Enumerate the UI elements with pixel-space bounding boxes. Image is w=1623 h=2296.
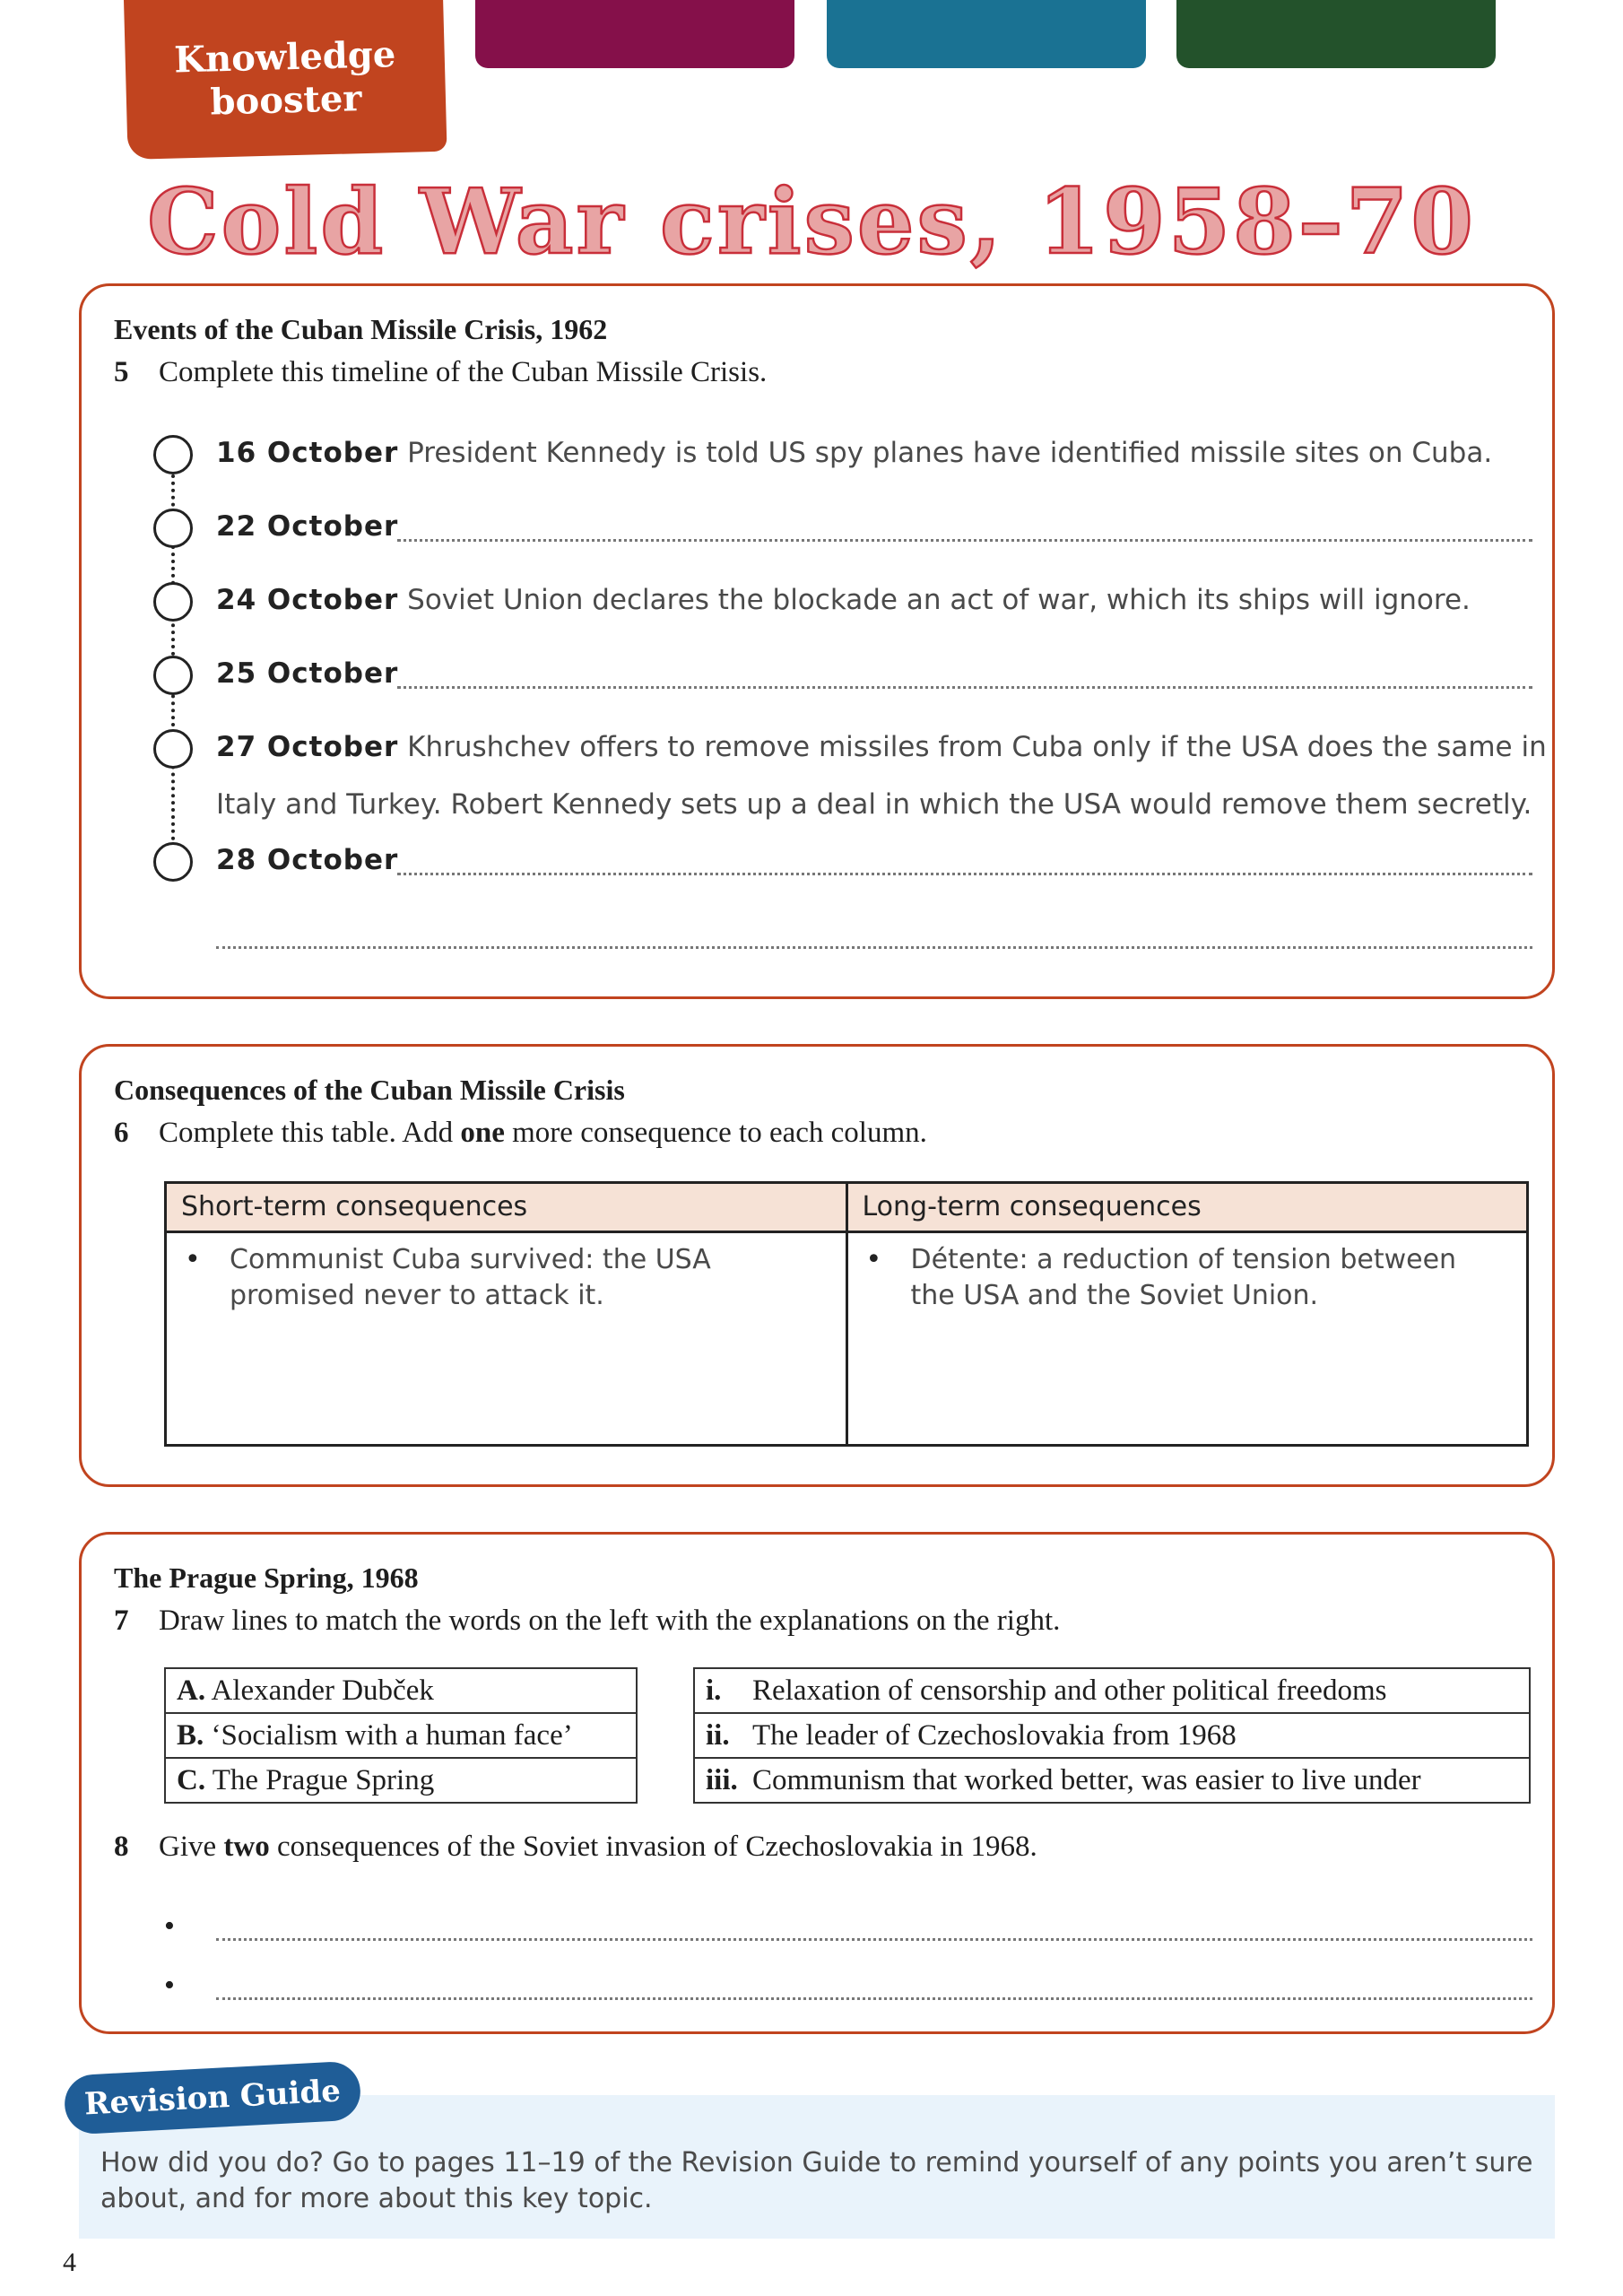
section-title: The Prague Spring, 1968 — [114, 1561, 419, 1594]
page-title: Cold War crises, 1958–70 — [147, 169, 1476, 274]
color-tab-purple — [475, 0, 794, 68]
timeline-node-5 — [153, 729, 193, 769]
tab-label-line1: Knowledge — [173, 33, 396, 82]
section-title: Consequences of the Cuban Missile Crisis — [114, 1074, 625, 1106]
timeline-entry-16-oct: 16 October President Kennedy is told US spy planes have identified missile sites on Cuba. — [216, 437, 1493, 469]
short-term-item: • Communist Cuba survived: the USA promised never to attack it. — [167, 1233, 846, 1314]
question-5: 5 Complete this timeline of the Cuban Missile Crisis. — [114, 356, 768, 388]
answer-line-q8-1[interactable] — [216, 1938, 1532, 1941]
match-right-iii[interactable]: iii. Communism that worked better, was easier to live under — [695, 1757, 1529, 1802]
question-6: 6 Complete this table. Add one more consequence to each column. — [114, 1117, 927, 1149]
match-right-i[interactable]: i. Relaxation of censorship and other political freedoms — [706, 1674, 1387, 1707]
timeline-entry-27-oct-cont: Italy and Turkey. Robert Kennedy sets up a deal in which the USA would remove them secretly. — [216, 788, 1532, 821]
short-term-header: Short-term consequences — [167, 1184, 846, 1233]
tab-label-line2: booster — [209, 77, 362, 124]
knowledge-booster-tab — [124, 0, 447, 160]
match-left-b[interactable]: B. ‘Socialism with a human face’ — [166, 1712, 636, 1757]
timeline-node-4 — [153, 656, 193, 695]
section-title: Events of the Cuban Missile Crisis, 1962 — [114, 313, 608, 345]
timeline-node-6 — [153, 842, 193, 882]
short-term-column — [167, 1184, 846, 1444]
timeline-entry-22-oct: 22 October — [216, 510, 399, 543]
answer-line-q8-2[interactable] — [216, 1997, 1532, 2000]
section-prague-spring — [79, 1532, 1555, 2034]
timeline-node-2 — [153, 509, 193, 548]
match-right-ii[interactable]: ii. The leader of Czechoslovakia from 1968 — [695, 1712, 1529, 1757]
answer-line-25-oct[interactable] — [397, 686, 1532, 689]
color-tab-green — [1176, 0, 1496, 68]
answer-bullet-2: • — [164, 1969, 175, 2002]
question-7: 7 Draw lines to match the words on the left with the explanations on the right. — [114, 1605, 1061, 1637]
page-number: 4 — [63, 2248, 76, 2277]
match-left-c[interactable]: C. The Prague Spring — [166, 1757, 636, 1802]
timeline-entry-25-oct: 25 October — [216, 657, 399, 690]
match-right-table — [693, 1667, 1531, 1804]
revision-guide-tag: Revision Guide — [63, 2060, 361, 2135]
answer-line-28-oct-2[interactable] — [216, 946, 1532, 949]
timeline-entry-24-oct: 24 October Soviet Union declares the blockade an act of war, which its ships will ignore. — [216, 584, 1471, 616]
answer-line-22-oct[interactable] — [397, 539, 1532, 542]
answer-line-28-oct[interactable] — [397, 873, 1532, 875]
timeline-entry-28-oct: 28 October — [216, 844, 399, 876]
section-cuban-missile-consequences — [79, 1044, 1555, 1487]
long-term-column — [846, 1184, 1527, 1444]
consequences-table — [164, 1181, 1529, 1447]
answer-bullet-1: • — [164, 1909, 175, 1943]
section-cuban-missile-events — [79, 283, 1555, 999]
color-tab-blue — [827, 0, 1146, 68]
long-term-header: Long-term consequences — [848, 1184, 1527, 1233]
question-8: 8 Give two consequences of the Soviet invasion of Czechoslovakia in 1968. — [114, 1831, 1037, 1863]
timeline-entry-27-oct: 27 October Khrushchev offers to remove missiles from Cuba only if the USA does the same in — [216, 731, 1547, 763]
revision-guide-text: How did you do? Go to pages 11–19 of the Revision Guide to remind yourself of any points you aren’t sure about, and for more about this key topic. — [100, 2147, 1533, 2214]
timeline-node-3 — [153, 582, 193, 622]
timeline-node-1 — [153, 435, 193, 474]
match-left-table — [164, 1667, 638, 1804]
match-left-a[interactable]: A. Alexander Dubček — [177, 1674, 434, 1707]
long-term-item: • Détente: a reduction of tension between the USA and the Soviet Union. — [848, 1233, 1527, 1314]
